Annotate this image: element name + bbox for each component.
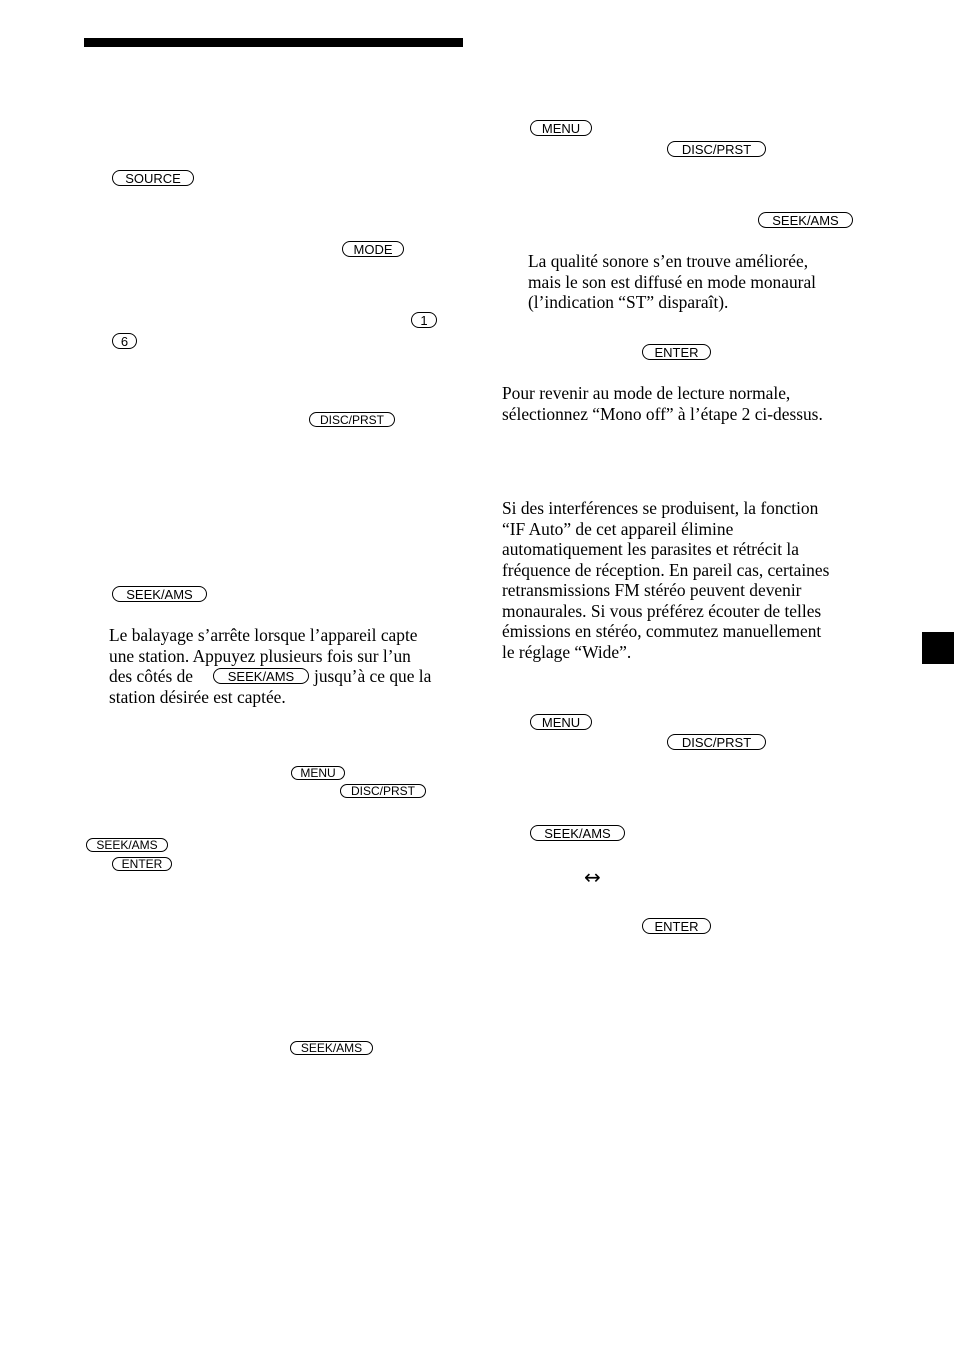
disc-prst-button[interactable]: DISC/PRST: [667, 141, 766, 157]
if-auto-line8: le réglage “Wide”.: [502, 641, 632, 662]
normal-mode-line2: sélectionnez “Mono off” à l’étape 2 ci-dessus.: [502, 403, 823, 424]
seek-ams-button[interactable]: SEEK/AMS: [86, 838, 168, 852]
mono-note-line1: La qualité sonore s’en trouve améliorée,: [528, 251, 809, 271]
preset-6-button[interactable]: 6: [112, 333, 137, 349]
normal-mode-note: [502, 383, 902, 424]
disc-prst-button[interactable]: DISC/PRST: [309, 412, 395, 427]
section-side-tab: [922, 632, 954, 664]
seek-note-line1: Le balayage s’arrête lorsque l’appareil capte: [109, 625, 418, 645]
menu-button[interactable]: MENU: [291, 766, 345, 780]
disc-prst-button[interactable]: DISC/PRST: [340, 784, 426, 798]
if-auto-line7: émissions en stéréo, commutez manuellement: [502, 621, 822, 641]
enter-button[interactable]: ENTER: [112, 857, 172, 871]
normal-mode-line1: Pour revenir au mode de lecture normale,: [502, 383, 791, 403]
if-auto-line3: automatiquement les parasites et rétrécit la: [502, 539, 799, 559]
if-auto-line1: Si des interférences se produisent, la fonction: [502, 498, 819, 518]
toggle-arrow-icon: ↔: [584, 865, 601, 889]
source-button[interactable]: SOURCE: [112, 170, 194, 186]
section-header-bar: [84, 38, 463, 47]
seek-note-line4: station désirée est captée.: [109, 686, 286, 707]
enter-button[interactable]: ENTER: [642, 344, 711, 360]
enter-button[interactable]: ENTER: [642, 918, 711, 934]
seek-note-line3-start: des côtés de: [109, 666, 194, 686]
if-auto-note: [502, 498, 902, 662]
preset-1-button[interactable]: 1: [411, 312, 437, 328]
seek-ams-button[interactable]: SEEK/AMS: [112, 586, 207, 602]
seek-ams-button[interactable]: SEEK/AMS: [530, 825, 625, 841]
mode-button[interactable]: MODE: [342, 241, 404, 257]
mono-note-line3: (l’indication “ST” disparaît).: [528, 292, 729, 312]
seek-note-line3-end: jusqu’à ce que la: [314, 666, 432, 686]
seek-ams-button[interactable]: SEEK/AMS: [290, 1041, 373, 1055]
if-auto-line2: “IF Auto” de cet appareil élimine: [502, 518, 734, 539]
if-auto-line4: fréquence de réception. En pareil cas, certaines: [502, 559, 830, 580]
seek-ams-button[interactable]: SEEK/AMS: [758, 212, 853, 228]
mono-note-line2: mais le son est diffusé en mode monaural: [528, 271, 817, 292]
if-auto-line6: monaurales. Si vous préférez écouter de telles: [502, 600, 822, 621]
seek-ams-inline-button[interactable]: SEEK/AMS: [213, 668, 309, 684]
disc-prst-button[interactable]: DISC/PRST: [667, 734, 766, 750]
mono-note: [528, 251, 888, 313]
if-auto-line5: retransmissions FM stéréo peuvent devenir: [502, 580, 802, 600]
menu-button[interactable]: MENU: [530, 714, 592, 730]
seek-note-line2: une station. Appuyez plusieurs fois sur l’un: [109, 645, 411, 666]
menu-button[interactable]: MENU: [530, 120, 592, 136]
seek-note: [109, 625, 469, 707]
